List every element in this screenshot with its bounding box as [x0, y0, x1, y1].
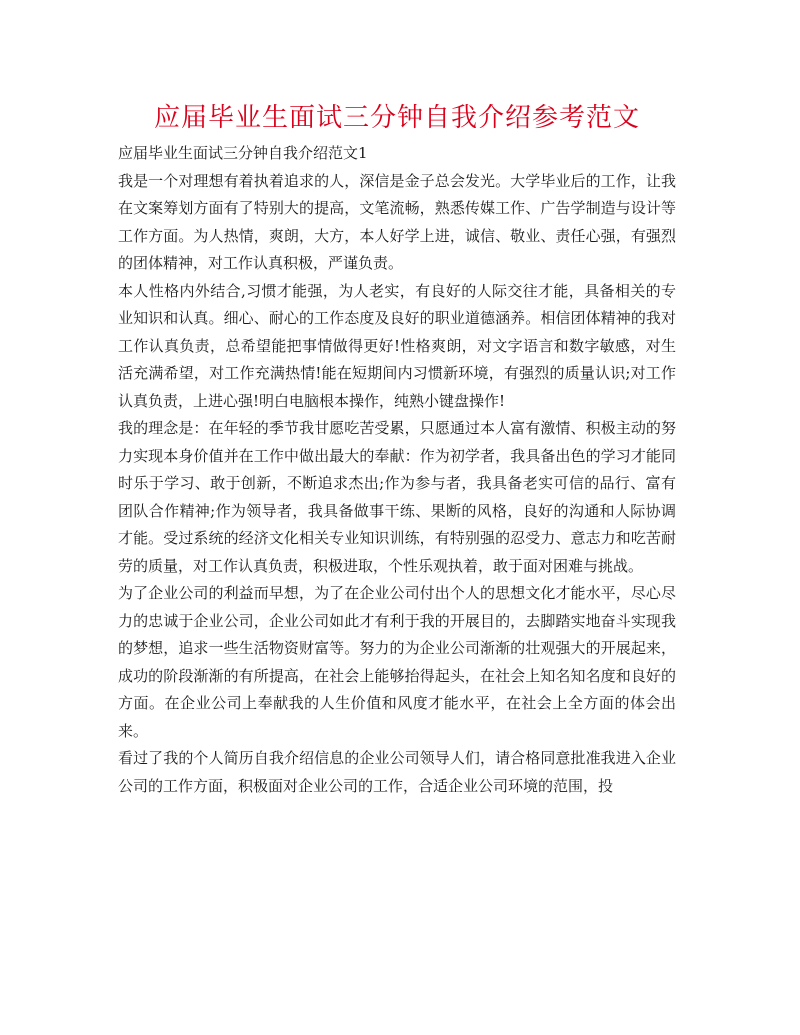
paragraph-2: 本人性格内外结合,习惯才能强，为人老实，有良好的人际交往才能，具备相关的专业知识和认真。细心、耐心的工作态度及良好的职业道德涵养。相信团体精神的我对工作认真负责，总希望能把事情做得更好!性格爽朗，对文字语言和数字敏感，对生活充满希望，对工作充满热情!能在短期间内习惯新环境，有强烈的质量认识;对工作认真负责，上进心强!明白电脑根本操作，纯熟小键盘操作! — [118, 281, 676, 410]
document-page — [118, 98, 676, 800]
document-subtitle: 应届毕业生面试三分钟自我介绍范文1 — [118, 144, 368, 162]
document-title: 应届毕业生面试三分钟自我介绍参考范文 — [153, 103, 640, 133]
paragraph-5: 看过了我的个人简历自我介绍信息的企业公司领导人们，请合格同意批准我进入企业公司的工作方面，积极面对企业公司的工作，合适企业公司环境的范围，投 — [118, 749, 676, 795]
paragraph-4: 为了企业公司的利益而早想，为了在企业公司付出个人的思想文化才能水平，尽心尽力的忠诚于企业公司，企业公司如此才有利于我的开展目的，去脚踏实地奋斗实现我的梦想，追求一些生活物资财富等。努力的为企业公司渐渐的壮观强大的开展起来，成功的阶段渐渐的有所提高，在社会上能够抬得起头，在社会上知名知名度和良好的方面。在企业公司上奉献我的人生价值和风度才能水平，在社会上全方面的体会出来。 — [118, 584, 676, 740]
paragraph-3: 我的理念是：在年轻的季节我甘愿吃苦受累，只愿通过本人富有激情、积极主动的努力实现本身价值并在工作中做出最大的奉献：作为初学者，我具备出色的学习才能同时乐于学习、敢于创新，不断追求杰出;作为参与者，我具备老实可信的品行、富有团队合作精神;作为领导者，我具备做事干练、果断的风格，良好的沟通和人际协调才能。受过系统的经济文化相关专业知识训练，有特别强的忍受力、意志力和吃苦耐劳的质量，对工作认真负责，积极进取，个性乐观执着，敢于面对困难与挑战。 — [118, 419, 676, 575]
paragraph-1: 我是一个对理想有着执着追求的人，深信是金子总会发光。大学毕业后的工作，让我在文案筹划方面有了特别大的提高，文笔流畅，熟悉传媒工作、广告学制造与设计等工作方面。为人热情，爽朗，大方，本人好学上进，诚信、敬业、责任心强，有强烈的团体精神，对工作认真积极，严谨负责。 — [118, 171, 676, 272]
